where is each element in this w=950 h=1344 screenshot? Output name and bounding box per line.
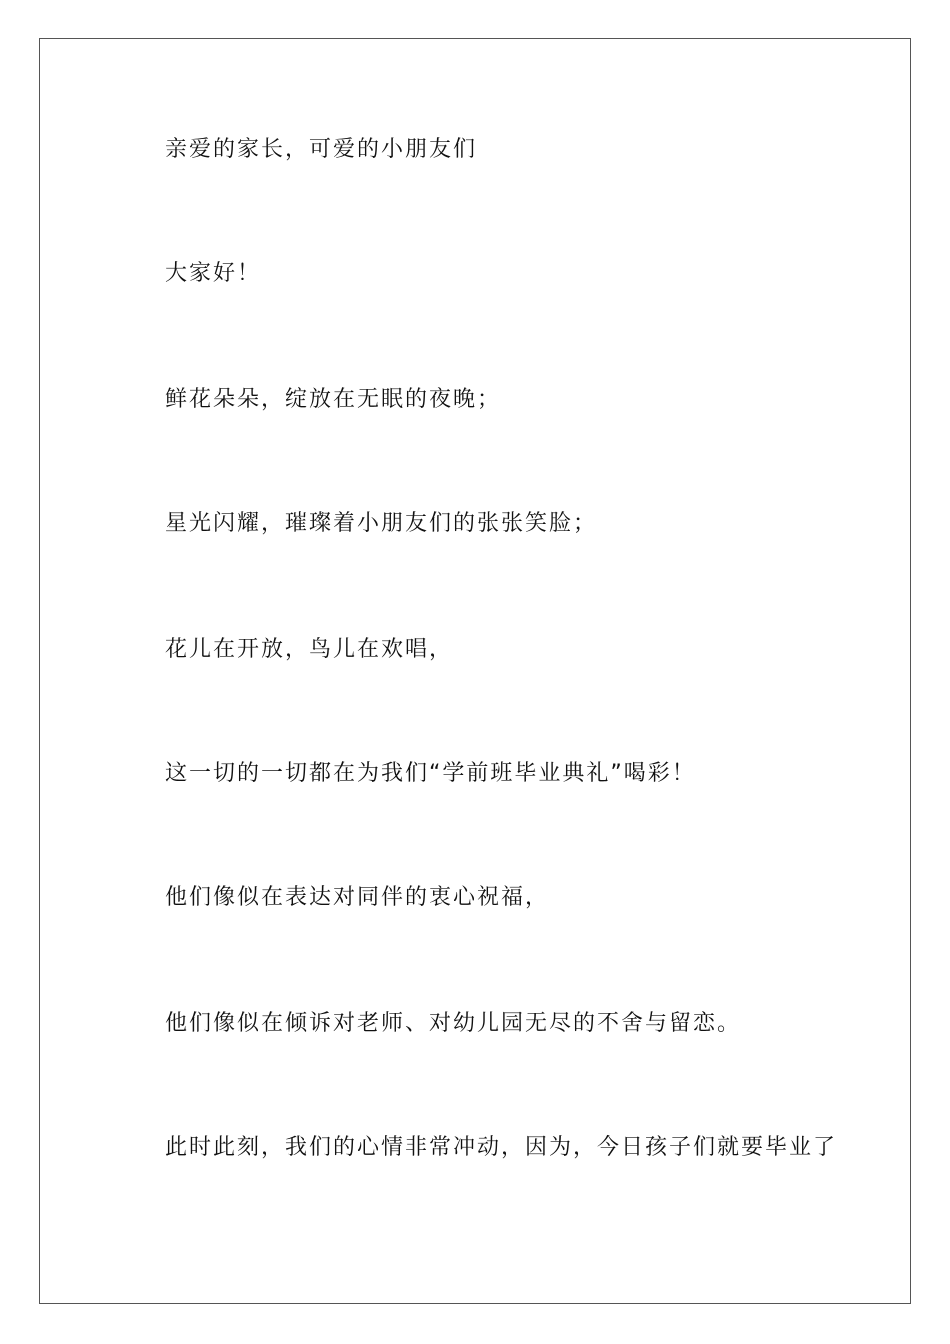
text-line: 星光闪耀，璀璨着小朋友们的张张笑脸； [165,511,598,536]
text-line: 鲜花朵朵，绽放在无眠的夜晚； [165,387,502,412]
text-line: 这一切的一切都在为我们“学前班毕业典礼”喝彩！ [165,761,696,786]
text-line: 他们像似在倾诉对老师、对幼儿园无尽的不舍与留恋。 [165,1011,742,1036]
text-line: 此时此刻，我们的心情非常冲动，因为，今日孩子们就要毕业了 [165,1135,838,1160]
hello-line: 大家好！ [165,261,262,286]
page-border [39,38,911,1304]
text-line: 他们像似在表达对同伴的衷心祝福， [165,885,550,910]
greeting-line: 亲爱的家长，可爱的小朋友们 [165,137,478,162]
text-line: 花儿在开放，鸟儿在欢唱， [165,637,454,662]
